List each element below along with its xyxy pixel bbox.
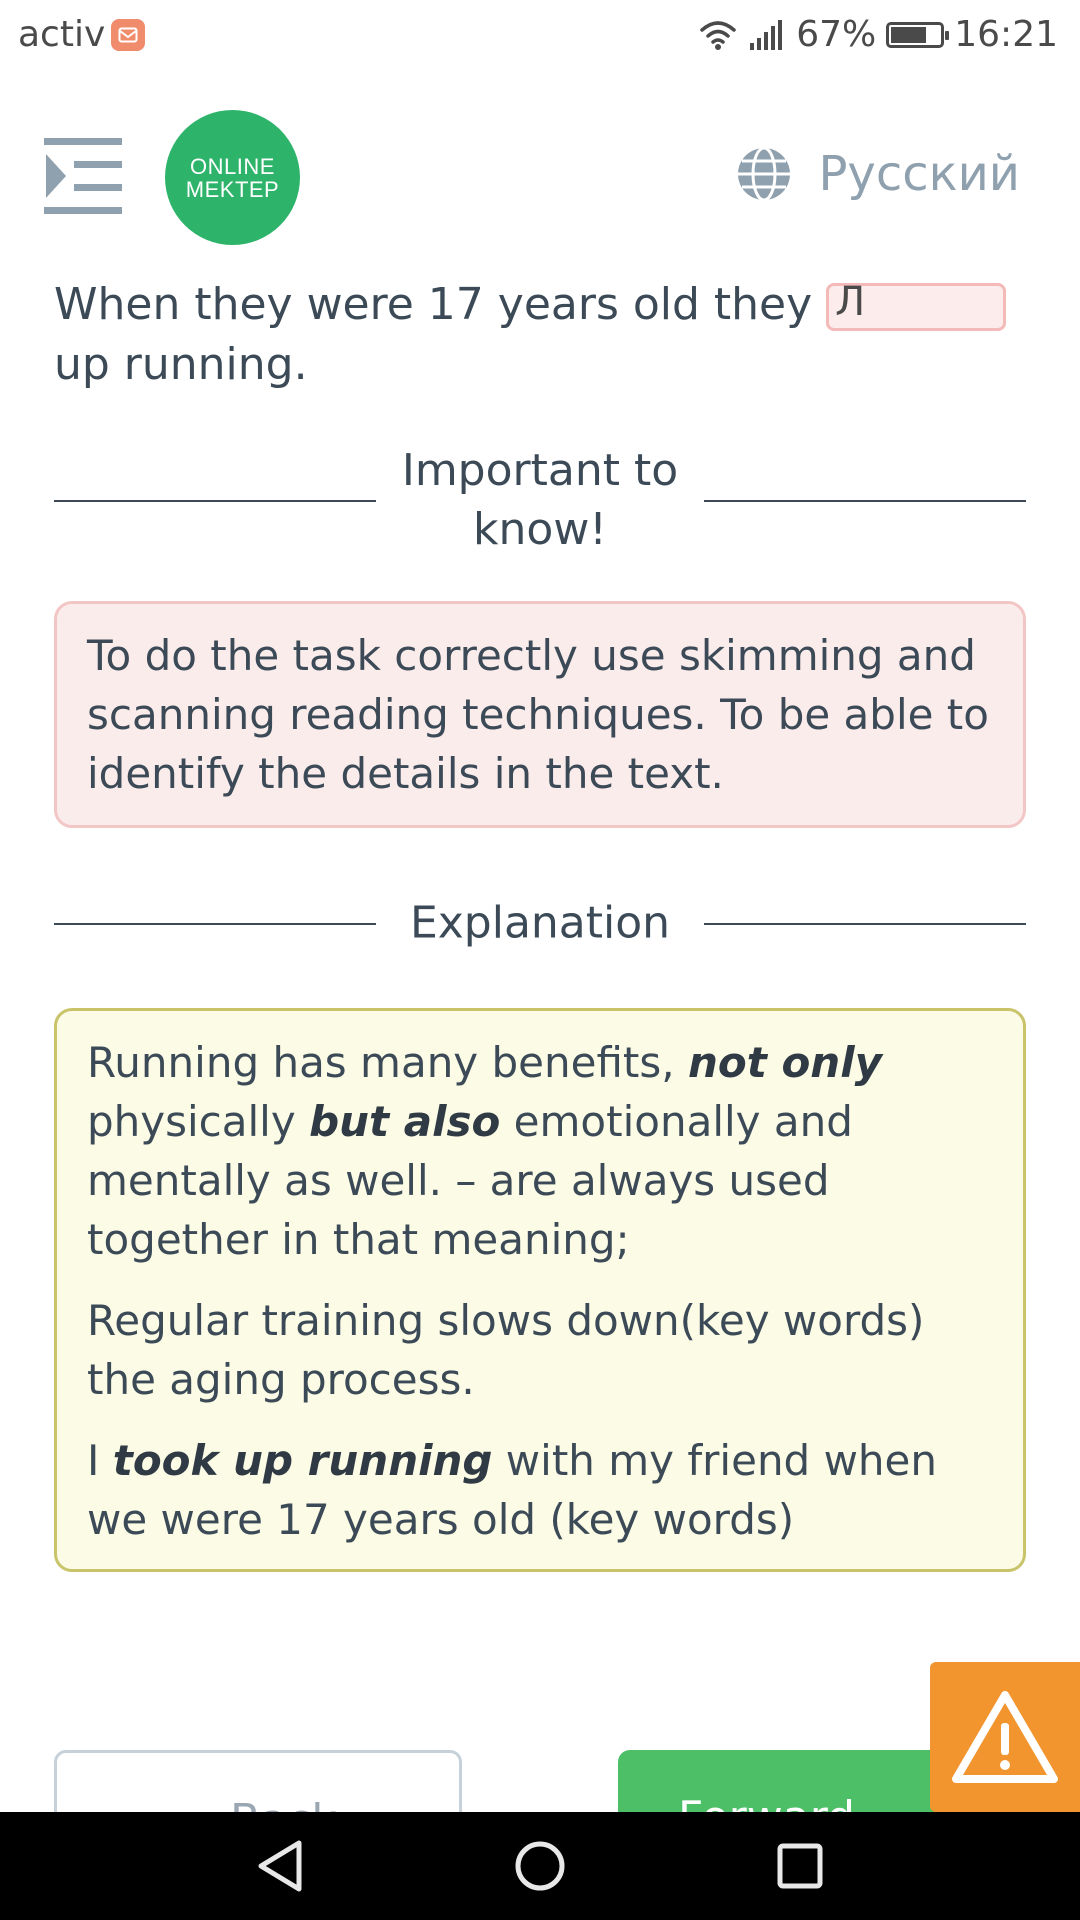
menu-icon[interactable] [44, 138, 122, 214]
explanation-keyword: but also [309, 1097, 501, 1146]
question-text [54, 275, 1026, 395]
battery-percent: 67% [796, 14, 877, 55]
explanation-title: Explanation [409, 897, 671, 949]
mail-notification-icon [111, 19, 145, 51]
language-selector[interactable] [736, 146, 1020, 202]
carrier-label: activ [18, 14, 106, 55]
explanation-box [54, 1008, 1026, 1572]
explanation-paragraph-2: Regular training slows down(key words) the aging process. [87, 1296, 925, 1404]
divider-line [704, 923, 1026, 925]
status-bar [0, 0, 1080, 74]
online-mektep-logo[interactable] [165, 110, 300, 245]
question-after: up running. [54, 339, 308, 390]
explanation-text: Running has many benefits, [87, 1038, 688, 1087]
nav-home-icon[interactable] [510, 1836, 570, 1896]
divider-line [54, 923, 376, 925]
nav-back-icon[interactable] [250, 1836, 310, 1896]
important-title: Important to know! [401, 445, 679, 555]
task-content [54, 275, 1026, 1572]
battery-icon [886, 22, 944, 48]
explanation-paragraph-3 [87, 1431, 993, 1549]
app-header [0, 74, 1080, 274]
explanation-keyword: took up running [112, 1436, 493, 1485]
explanation-divider [54, 868, 1026, 978]
logo-line1: ONLINE [190, 153, 275, 179]
system-navigation-bar [0, 1812, 1080, 1920]
important-notice: To do the task correctly use skimming and scanning reading techniques. To be able to identify the details in the text. [54, 601, 1026, 828]
answer-input[interactable]: Л [826, 283, 1006, 331]
status-right [698, 14, 1058, 55]
explanation-text: emotionally and mentally as well. – are always used together in that meaning; [87, 1097, 853, 1264]
signal-icon [748, 19, 786, 51]
question-before: When they were 17 years old they [54, 279, 827, 330]
language-label: Русский [818, 146, 1020, 202]
important-divider [54, 445, 1026, 555]
explanation-keyword: not only [687, 1038, 882, 1087]
clock: 16:21 [954, 14, 1058, 55]
report-button[interactable] [930, 1662, 1080, 1812]
nav-recents-icon[interactable] [770, 1836, 830, 1896]
globe-icon [736, 146, 792, 202]
explanation-text: physically [87, 1097, 310, 1146]
warning-icon [950, 1687, 1060, 1787]
explanation-paragraph-1 [87, 1033, 993, 1269]
explanation-text: with my friend when we were 17 years old (key words) [87, 1436, 938, 1544]
divider-line [54, 500, 376, 502]
status-left [18, 14, 145, 55]
explanation-text: I [87, 1436, 113, 1485]
logo-line2: MEKTEP [185, 176, 280, 202]
wifi-icon [698, 18, 738, 52]
divider-line [704, 500, 1026, 502]
